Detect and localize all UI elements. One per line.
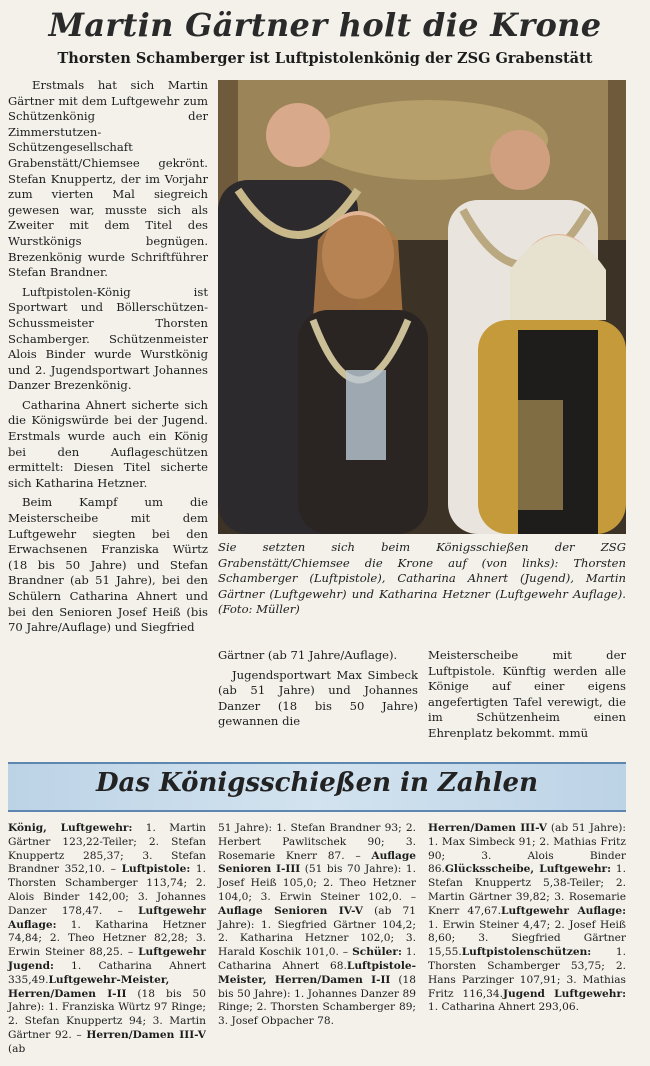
stats-category: Luftpistole: bbox=[121, 863, 191, 876]
stats-category: Glücksscheibe, Luftgewehr: bbox=[444, 863, 612, 876]
stats-category: Herren/Damen III-V bbox=[428, 822, 547, 834]
stats-results: 1. Martin Gärtner 123,22-Teiler; 2. Stefan Knuppertz 285,37; 3. Stefan Brandner 352,10. – bbox=[8, 822, 206, 876]
stats-results: (ab 71 Jahre): 1. Siegfried Gärtner 104,2; 2. Katharina Hetzner 102,0; 3. Harald Koschik 101,0. – bbox=[218, 904, 417, 959]
article-paragraph: Beim Kampf um die Meisterscheibe mit dem Luftgewehr siegten bei den Erwachsenen Franziska Würtz (18 bis 50 Jahre) und Stefan Brandner (ab 51 Jahre), bei den Schülern Catharina Ahnert und bei den Senioren Josef Heiß (bis 70 Jahre/Auflage) und Siegfried bbox=[8, 495, 208, 635]
stats-results: 1. Erwin Steiner 4,47; 2. Josef Heiß 8,60; 3. Siegfried Gärtner 15,55. bbox=[428, 918, 626, 959]
article-paragraph: Jugendsportwart Max Simbeck (ab 51 Jahre) und Johannes Danzer (18 bis 50 Jahre) gewannen die bbox=[218, 667, 418, 729]
stats-category: König, Luftgewehr: bbox=[8, 822, 133, 834]
stats-results: 1. Thorsten Schamberger 53,75; 2. Hans Parzinger 107,91; 3. Mathias Fritz 116,34. bbox=[428, 946, 626, 1000]
article-column-1 bbox=[8, 78, 208, 748]
article-paragraph: Gärtner (ab 71 Jahre/Auflage). bbox=[218, 648, 398, 662]
stats-results: (18 bis 50 Jahre): 1. Franziska Würtz 97 Ringe; 2. Stefan Knuppertz 94; 3. Martin Gärtner 92. – bbox=[8, 987, 206, 1041]
article-paragraph: Erstmals hat sich Martin Gärtner mit dem Luftgewehr zum Schützenkönig der Zimmerstutzen-Schützengesellschaft Grabenstätt/Chiemsee gekrönt. Stefan Knuppertz, der im Vorjahr zum vierten Mal siegreich gewesen war, musste sich als Zweiter mit dem Titel des Wurstkönigs begnügen. Brezenkönig wurde Schriftführer Stefan Brandner. bbox=[8, 78, 208, 280]
stats-results: (ab bbox=[8, 1042, 26, 1055]
stats-paragraph bbox=[8, 822, 206, 1057]
photo-caption: Sie setzten sich beim Königsschießen der ZSG Grabenstätt/Chiemsee die Krone auf (von links): Thorsten Schamberger (Luftpistole), Catharina Ahnert (Jugend), Martin Gärtner (Luftgewehr) und Katharina Hetzner (Luftgewehr Auflage). (Foto: Müller) bbox=[218, 540, 626, 617]
stats-results: 1. Stefan Knuppertz 5,38-Teiler; 2. Martin Gärtner 39,82; 3. Rosemarie Knerr 47,67. bbox=[428, 863, 626, 917]
stats-column-2 bbox=[218, 822, 416, 1029]
stats-results: 1. Catharina Ahnert 335,49. bbox=[8, 959, 206, 986]
stats-results: 1. Catharina Ahnert 68. bbox=[218, 946, 416, 972]
article-column-2 bbox=[218, 648, 418, 748]
stats-paragraph bbox=[218, 822, 416, 1029]
subheadline: Thorsten Schamberger ist Luftpistolenkönig der ZSG Grabenstätt bbox=[57, 50, 593, 67]
stats-category: Luftpistolenschützen: bbox=[461, 946, 592, 959]
stats-category: Luftgewehr Auflage: bbox=[501, 904, 626, 917]
section-title: Das Königsschießen in Zahlen bbox=[96, 768, 538, 798]
article-paragraph: Catharina Ahnert sicherte sich die Königswürde bei der Jugend. Erstmals wurde auch ein König bei den Auflageschützen ermittelt: Diesen Titel sicherte sich Katharina Hetzner. bbox=[8, 397, 208, 490]
stats-results: (51 bis 70 Jahre): 1. Josef Heiß 105,0; 2. Theo Hetzner 104,0; 3. Erwin Steiner 102,0. – bbox=[218, 863, 416, 903]
stats-column-1 bbox=[8, 822, 206, 1057]
headline: Martin Gärtner holt die Krone bbox=[48, 6, 602, 44]
stats-results: (ab 51 Jahre): 1. Max Simbeck 91; 2. Mathias Fritz 90; 3. Alois Binder 86. bbox=[428, 822, 626, 876]
stats-category: Luftgewehr-Meister, Herren/Damen I-II bbox=[8, 973, 170, 1000]
stats-results: 1. Catharina Ahnert 293,06. bbox=[428, 1001, 579, 1014]
article-paragraph: Luftpistolen-König ist Sportwart und Böllerschützen-Schussmeister Thorsten Schamberger. Schützenmeister Alois Binder wurde Wurstkönig und 2. Jugendsportwart Johannes Danzer Brezenkönig. bbox=[8, 284, 208, 393]
section-banner bbox=[8, 762, 626, 812]
group-photo-illustration bbox=[218, 80, 626, 534]
stats-category: Luftpistole-Meister, Herren/Damen I-II bbox=[218, 959, 416, 986]
stats-results: 1. Katharina Hetzner 74,84; 2. Theo Hetzner 82,28; 3. Erwin Steiner 88,25. – bbox=[8, 918, 206, 959]
stats-results: (18 bis 50 Jahre): 1. Johannes Danzer 89 Ringe; 2. Thorsten Schamberger 89; 3. Josef Obpacher 78. bbox=[218, 973, 417, 1028]
stats-category: Auflage Senioren I-III bbox=[218, 849, 416, 876]
stats-column-3 bbox=[428, 822, 626, 1015]
stats-category: Luftgewehr Jugend: bbox=[8, 946, 206, 972]
stats-category: Luftgewehr Auflage: bbox=[8, 904, 206, 931]
article-column-3 bbox=[428, 648, 626, 748]
stats-category: Schüler: bbox=[352, 946, 402, 959]
stats-category: Herren/Damen III-V bbox=[86, 1028, 206, 1041]
group-photo bbox=[218, 80, 626, 534]
stats-results: 51 Jahre): 1. Stefan Brandner 93; 2. Herbert Pawlitschek 90; 3. Rosemarie Knerr 87. – bbox=[218, 822, 416, 862]
stats-category: Auflage Senioren IV-V bbox=[218, 904, 364, 917]
stats-category: Jugend Luftgewehr: bbox=[502, 987, 626, 1000]
stats-results: 1. Thorsten Schamberger 113,74; 2. Alois Binder 142,00; 3. Johannes Danzer 178,47. – bbox=[8, 863, 206, 917]
stats-paragraph bbox=[428, 822, 626, 1015]
article-paragraph: Meisterscheibe mit der Luftpistole. Künftig werden alle Könige auf einer eigens angefertigten Tafel verewigt, die im Schützenheim einen Ehrenplatz bekommt. mmü bbox=[428, 648, 626, 740]
